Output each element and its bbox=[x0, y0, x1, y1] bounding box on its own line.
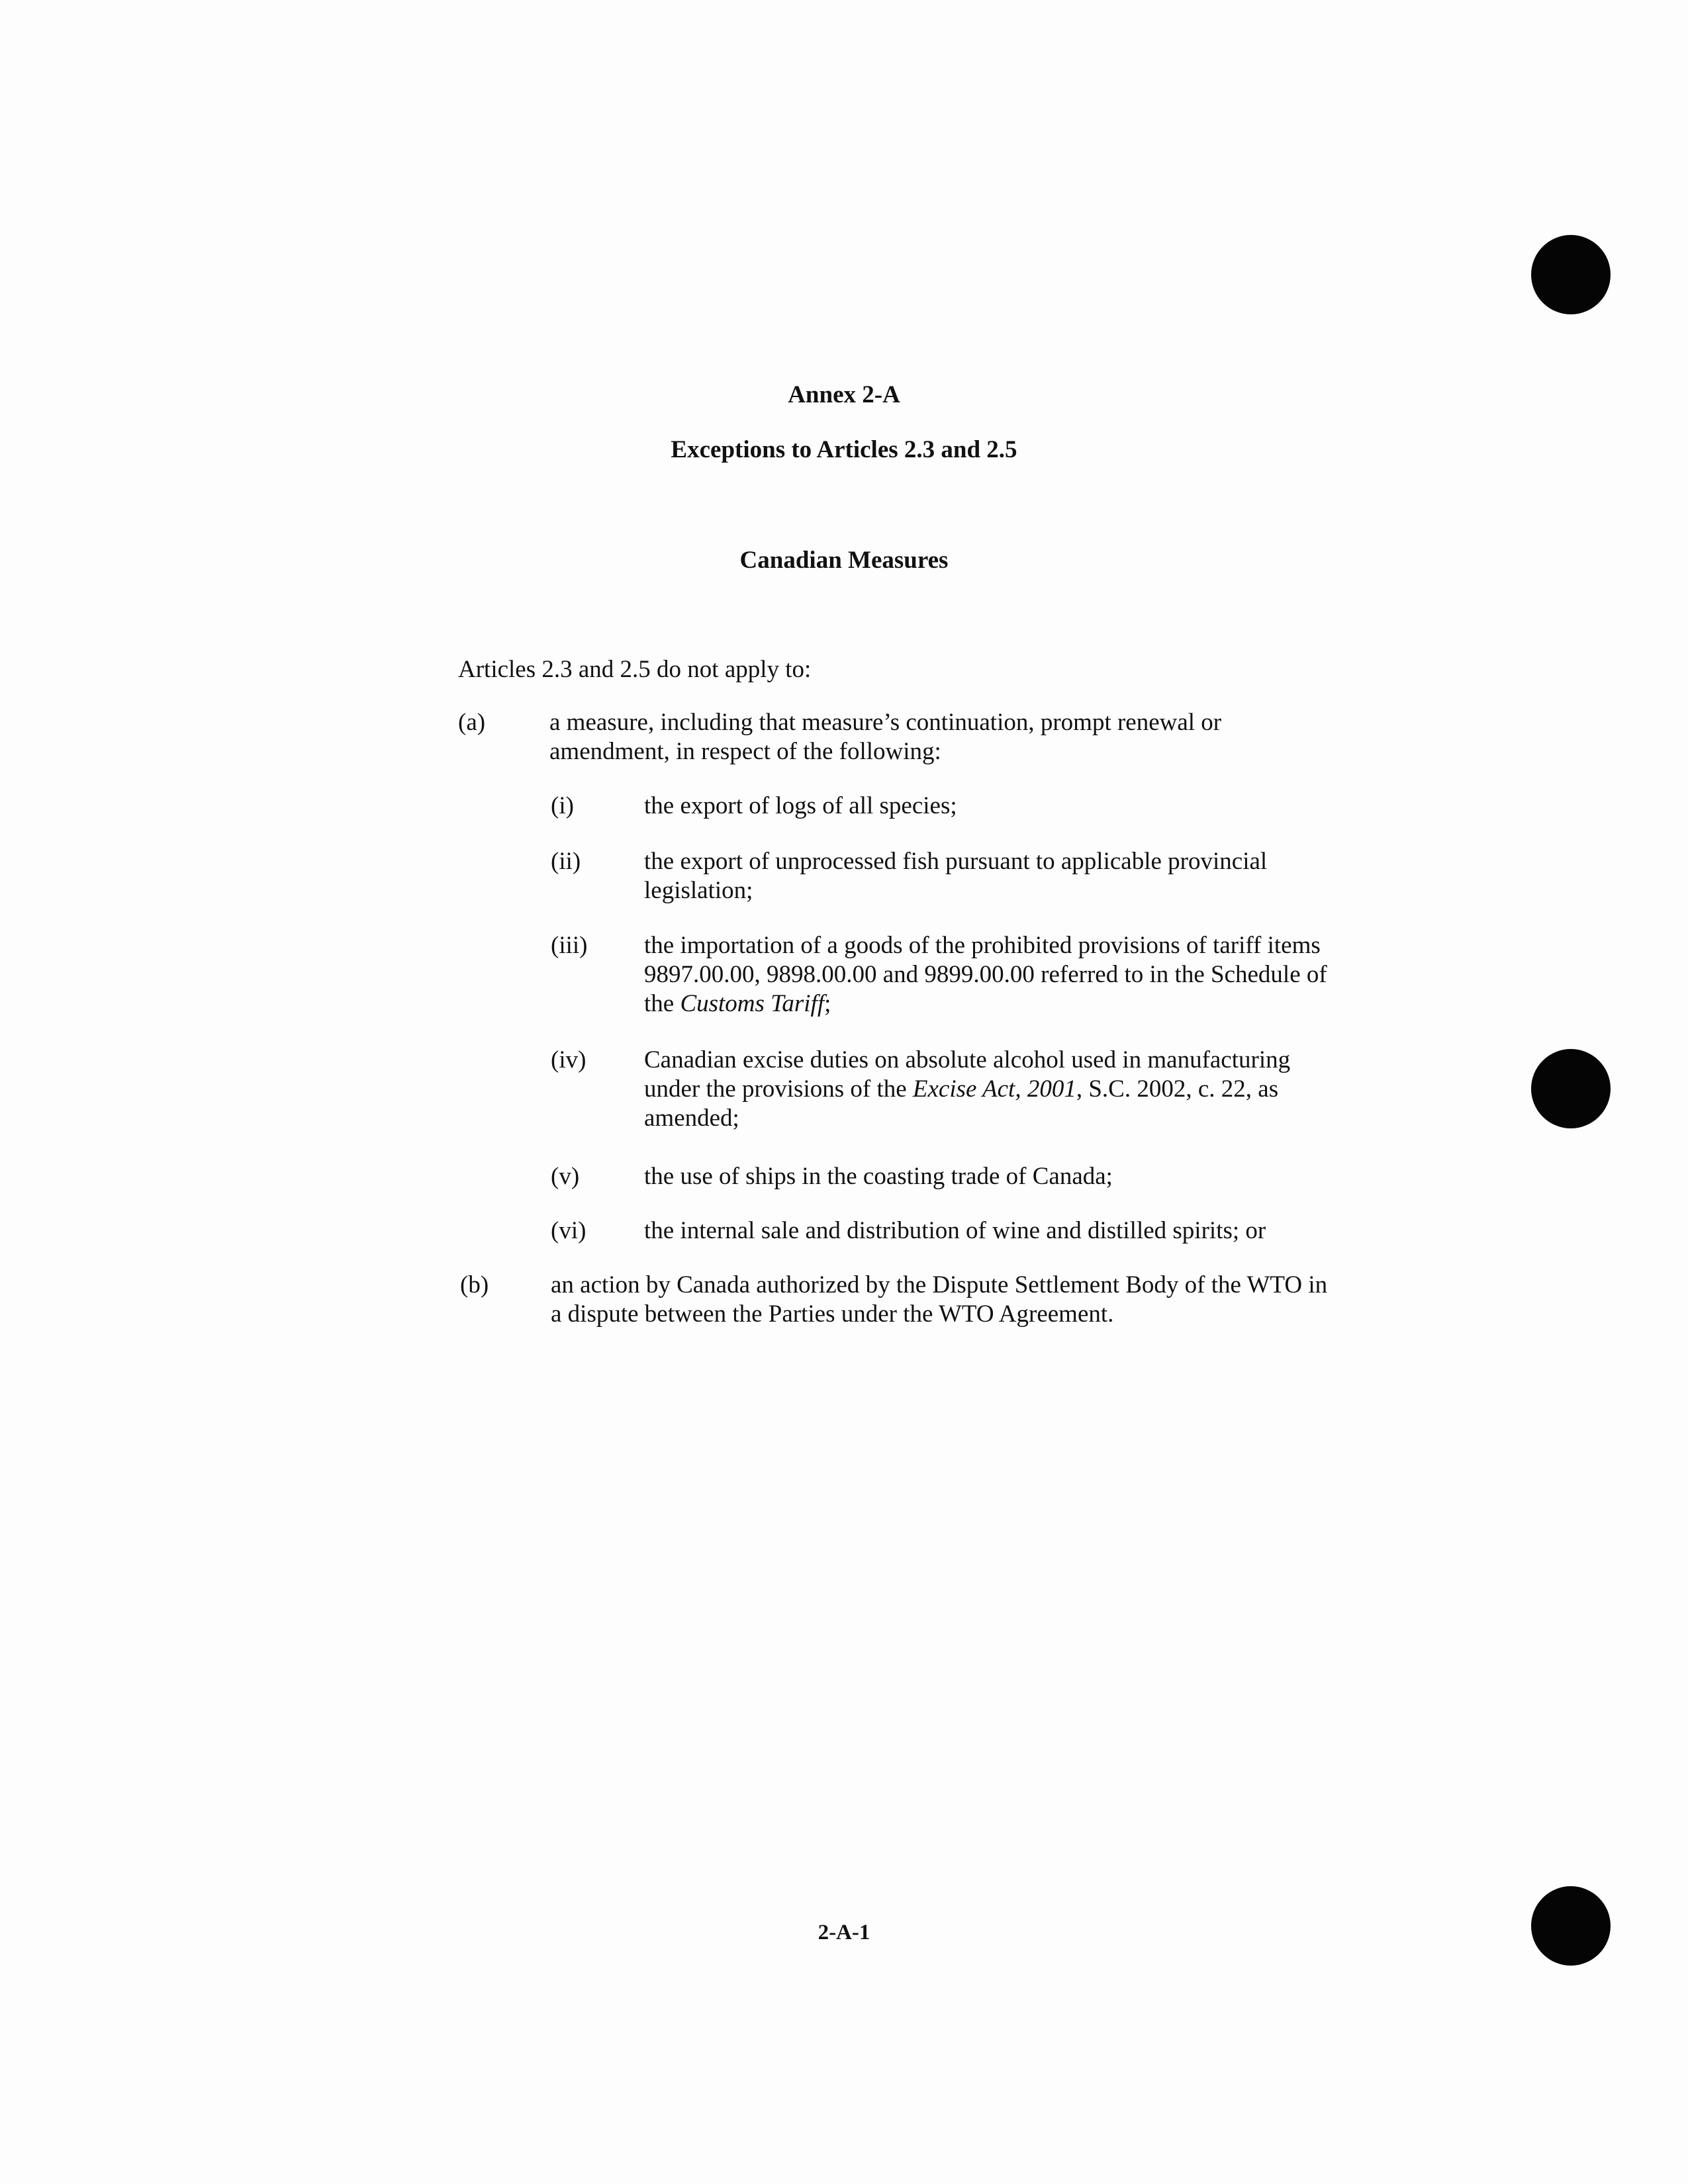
text-run: under the provisions of the bbox=[644, 1075, 913, 1103]
excise-act-title: Excise Act, 2001 bbox=[912, 1075, 1076, 1103]
subitem-ii-label: (ii) bbox=[551, 848, 581, 875]
item-b-line: a dispute between the Parties under the WTO Agreement. bbox=[551, 1300, 1114, 1328]
subitem-line: 9897.00.00, 9898.00.00 and 9899.00.00 referred to in the Schedule of bbox=[644, 961, 1327, 988]
text-run: ; bbox=[824, 990, 831, 1017]
customs-tariff-title: Customs Tariff bbox=[680, 990, 825, 1017]
intro-paragraph: Articles 2.3 and 2.5 do not apply to: bbox=[458, 656, 812, 683]
subitem-line: the export of logs of all species; bbox=[644, 792, 957, 819]
page-number: 2-A-1 bbox=[818, 1921, 870, 1944]
item-a-label: (a) bbox=[458, 709, 486, 736]
subitem-v-label: (v) bbox=[551, 1163, 580, 1190]
subitem-line bbox=[644, 1075, 1290, 1104]
subitem-vi-text bbox=[644, 1216, 1266, 1246]
subitem-iii-text bbox=[644, 931, 1327, 1019]
punch-hole bbox=[1531, 235, 1611, 314]
annex-title: Annex 2-A bbox=[788, 381, 900, 408]
item-a-line: amendment, in respect of the following: bbox=[549, 738, 941, 765]
item-b-label: (b) bbox=[460, 1271, 489, 1298]
subitem-i-label: (i) bbox=[551, 792, 574, 819]
subitem-ii-text bbox=[644, 847, 1267, 905]
subitem-i-text bbox=[644, 792, 957, 821]
subitem-line bbox=[644, 989, 1327, 1019]
subitem-iii-label: (iii) bbox=[551, 932, 588, 959]
subitem-line: legislation; bbox=[644, 877, 753, 904]
item-b-line: an action by Canada authorized by the Dispute Settlement Body of the WTO in bbox=[551, 1271, 1328, 1298]
subitem-line: the importation of a goods of the prohibited provisions of tariff items bbox=[644, 932, 1321, 959]
subitem-line: the export of unprocessed fish pursuant to applicable provincial bbox=[644, 848, 1268, 875]
item-a-text bbox=[549, 708, 1221, 766]
subitem-vi-label: (vi) bbox=[551, 1217, 586, 1244]
item-a-line: a measure, including that measure’s continuation, prompt renewal or bbox=[549, 709, 1222, 736]
subitem-v-text bbox=[644, 1162, 1113, 1191]
text-run: , S.C. 2002, c. 22, as bbox=[1076, 1075, 1279, 1103]
subitem-iv-text bbox=[644, 1046, 1290, 1133]
subitem-line: Canadian excise duties on absolute alcohol used in manufacturing bbox=[644, 1046, 1291, 1073]
item-b-text bbox=[551, 1271, 1327, 1329]
section-title: Canadian Measures bbox=[739, 547, 949, 574]
subitem-iv-label: (iv) bbox=[551, 1046, 586, 1073]
subitem-line: amended; bbox=[644, 1105, 739, 1132]
subitem-line: the internal sale and distribution of wine and distilled spirits; or bbox=[644, 1217, 1266, 1244]
subitem-line: the use of ships in the coasting trade of Canada; bbox=[644, 1163, 1113, 1190]
annex-subtitle: Exceptions to Articles 2.3 and 2.5 bbox=[671, 436, 1017, 463]
punch-hole bbox=[1531, 1049, 1611, 1128]
text-run: the bbox=[644, 990, 680, 1017]
